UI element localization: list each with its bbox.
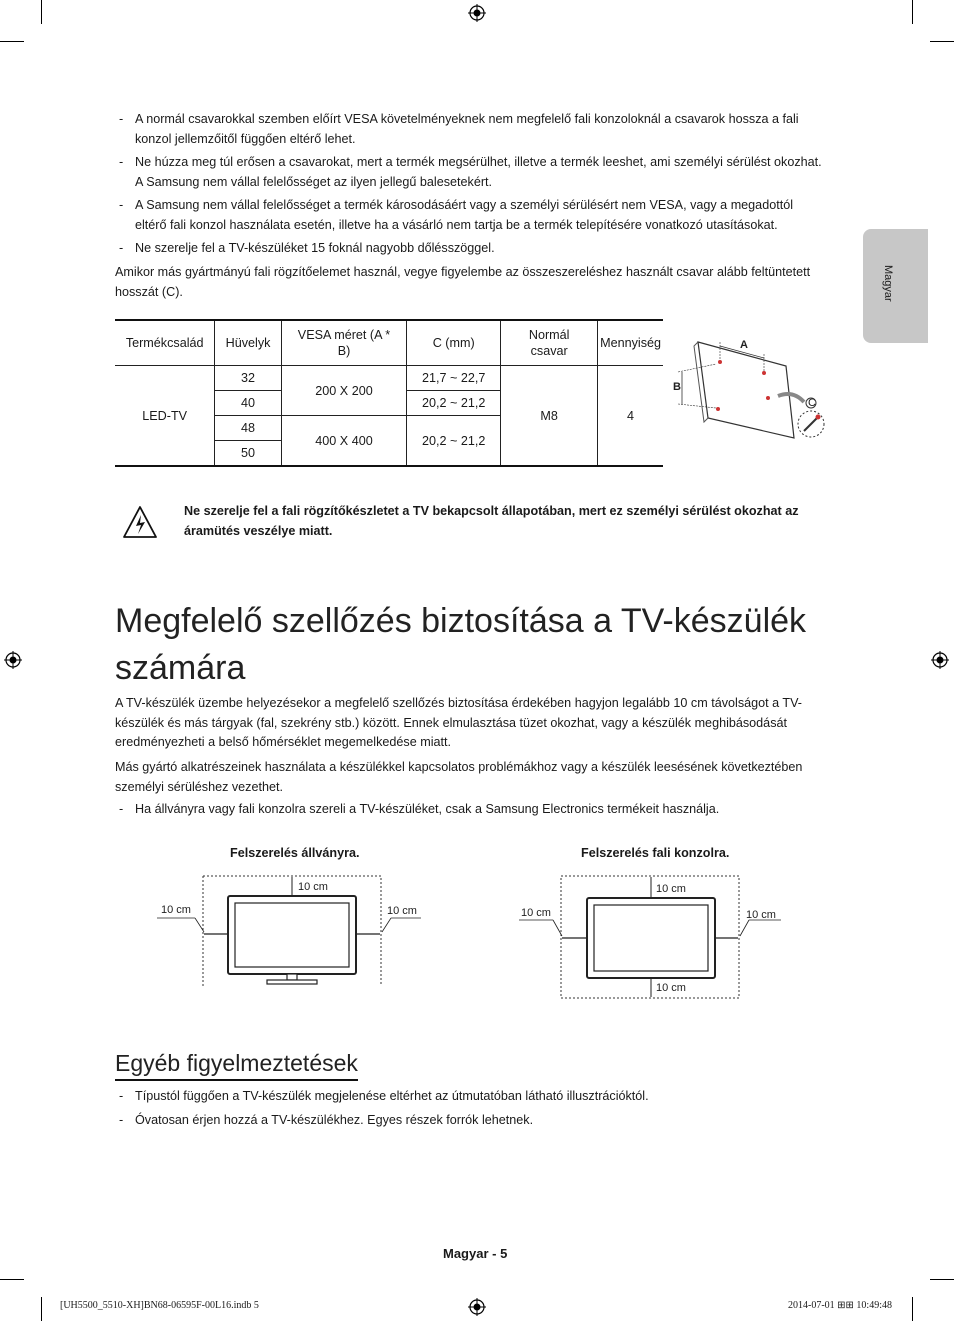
electric-shock-warning-icon	[122, 505, 158, 539]
section-title: Megfelelő szellőzés biztosítása a TV-készülék számára	[115, 602, 807, 687]
registration-mark-icon	[468, 4, 486, 22]
figure-caption: Felszerelés fali konzolra.	[581, 846, 730, 860]
crop-mark	[0, 1279, 24, 1280]
list-item	[115, 1087, 825, 1107]
vent-paragraph: Más gyártó alkatrészeinek használata a készülékkel kapcsolatos problémákhoz vagy a készülék leesésének következtében személyi sérüléshez vezethet.	[115, 760, 803, 794]
diagram-label-c: C	[808, 397, 816, 409]
table-cell: 50	[215, 441, 281, 467]
clearance-right-label: 10 cm	[387, 905, 417, 917]
clearance-right-label: 10 cm	[746, 909, 776, 921]
figure-caption: Felszerelés állványra.	[230, 846, 360, 860]
table-cell: 400 X 400	[281, 416, 406, 467]
table-cell: LED-TV	[115, 366, 215, 467]
table-header: VESA méret (A * B)	[281, 320, 406, 366]
table-header: Normál csavar	[501, 320, 598, 366]
bullet-text: Ne húzza meg túl erősen a csavarokat, mert a termék megsérülhet, illetve a termék leeshet, ami személyi sérülést okozhat. A Samsung nem vállal felelősséget az ilyen jellegű balesetekért.	[135, 155, 822, 189]
registration-mark-icon	[4, 651, 22, 669]
intro-paragraph: Amikor más gyártmányú fali rögzítőelemet használ, vegye figyelembe az összeszereléshez használt csavar alább feltüntetett hosszát (C).	[115, 265, 811, 299]
list-item	[115, 153, 825, 192]
table-cell: 21,7 ~ 22,7	[407, 366, 501, 391]
list-item	[115, 196, 825, 235]
list-item	[115, 1111, 825, 1131]
language-side-tab	[863, 229, 928, 343]
table-cell: 20,2 ~ 21,2	[407, 416, 501, 467]
side-tab-label: Magyar	[882, 265, 894, 302]
list-item	[115, 800, 825, 820]
table-cell: 48	[215, 416, 281, 441]
table-header-row	[115, 320, 663, 366]
list-item	[115, 110, 825, 149]
diagram-label-a: A	[740, 339, 748, 351]
registration-mark-icon	[931, 651, 949, 669]
table-cell: 200 X 200	[281, 366, 406, 416]
bullet-dash: -	[119, 198, 124, 212]
crop-mark	[912, 0, 913, 24]
stand-clearance-diagram	[155, 868, 425, 993]
table-cell: 40	[215, 391, 281, 416]
diagram-label-b: B	[673, 381, 681, 393]
table-row	[115, 366, 663, 391]
clearance-left-label: 10 cm	[521, 907, 551, 919]
print-file-info: [UH5500_5510-XH]BN68-06595F-00L16.indb 5	[60, 1300, 259, 1311]
table-header: Mennyiség	[598, 320, 663, 366]
table-cell: 20,2 ~ 21,2	[407, 391, 501, 416]
table-header: C (mm)	[407, 320, 501, 366]
bullet-dash: -	[119, 802, 124, 816]
clearance-top-label: 10 cm	[298, 881, 328, 893]
bullet-text: Óvatosan érjen hozzá a TV-készülékhez. Egyes részek forrók lehetnek.	[135, 1113, 534, 1127]
wall-clearance-diagram	[515, 868, 785, 1003]
vent-paragraph: A TV-készülék üzembe helyezésekor a megfelelő szellőzés biztosítása érdekében hagyjon legalább 10 cm távolságot a TV-készülék és más tárgyak (fal, szekrény stb.) között. Ennek elmulasztása tüzet okozhat, vagy a készülék meghibásodását eredményezheti a belső hőmérséklet megemelkedése miatt.	[115, 696, 802, 749]
bullet-text: A Samsung nem vállal felelősséget a termék károsodásáért vagy a személyi sérülésért nem VESA, vagy a megadottól eltérő fali konzol használata esetén, illetve ha a vásárló nem tartja be a termék telepítésére vonatkozó utasításokat.	[135, 198, 793, 232]
table-cell: 32	[215, 366, 281, 391]
crop-mark	[930, 41, 954, 42]
crop-mark	[930, 1279, 954, 1280]
crop-mark	[912, 1297, 913, 1321]
bullet-text: A normál csavarokkal szemben előírt VESA követelményeknek nem megfelelő fali konzoloknál a csavarok hossza a fali konzol jellemzőitől függően eltérő lehet.	[135, 112, 799, 146]
section-title-2: Egyéb figyelmeztetések	[115, 1048, 358, 1081]
crop-mark	[0, 41, 24, 42]
bullet-dash: -	[119, 1089, 124, 1103]
crop-mark	[41, 1297, 42, 1321]
screw-spec-table	[115, 319, 663, 467]
crop-mark	[41, 0, 42, 24]
print-date-info: 2014-07-01 ⊞⊞ 10:49:48	[788, 1300, 892, 1311]
bullet-dash: -	[119, 241, 124, 255]
bullet-dash: -	[119, 155, 124, 169]
bullet-dash: -	[119, 1113, 124, 1127]
page-number: Magyar - 5	[443, 1246, 508, 1261]
table-cell: 4	[598, 366, 663, 467]
wall-mount-diagram	[668, 326, 833, 456]
clearance-bottom-label: 10 cm	[656, 982, 686, 994]
bullet-dash: -	[119, 112, 124, 126]
registration-mark-icon	[468, 1298, 486, 1316]
table-header: Termékcsalád	[115, 320, 215, 366]
clearance-top-label: 10 cm	[656, 883, 686, 895]
clearance-left-label: 10 cm	[161, 904, 191, 916]
table-cell: M8	[501, 366, 598, 467]
warning-text: Ne szerelje fel a fali rögzítőkészletet a TV bekapcsolt állapotában, mert ez személyi sérülést okozhat az áramütés veszélye miatt.	[184, 504, 799, 538]
list-item	[115, 239, 825, 259]
bullet-text: Típustól függően a TV-készülék megjelenése eltérhet az útmutatóban látható illusztrációktól.	[135, 1089, 649, 1103]
table-header: Hüvelyk	[215, 320, 281, 366]
bullet-text: Ne szerelje fel a TV-készüléket 15 foknál nagyobb dőlésszöggel.	[135, 241, 495, 255]
bullet-text: Ha állványra vagy fali konzolra szereli a TV-készüléket, csak a Samsung Electronics termékeit használja.	[135, 802, 720, 816]
